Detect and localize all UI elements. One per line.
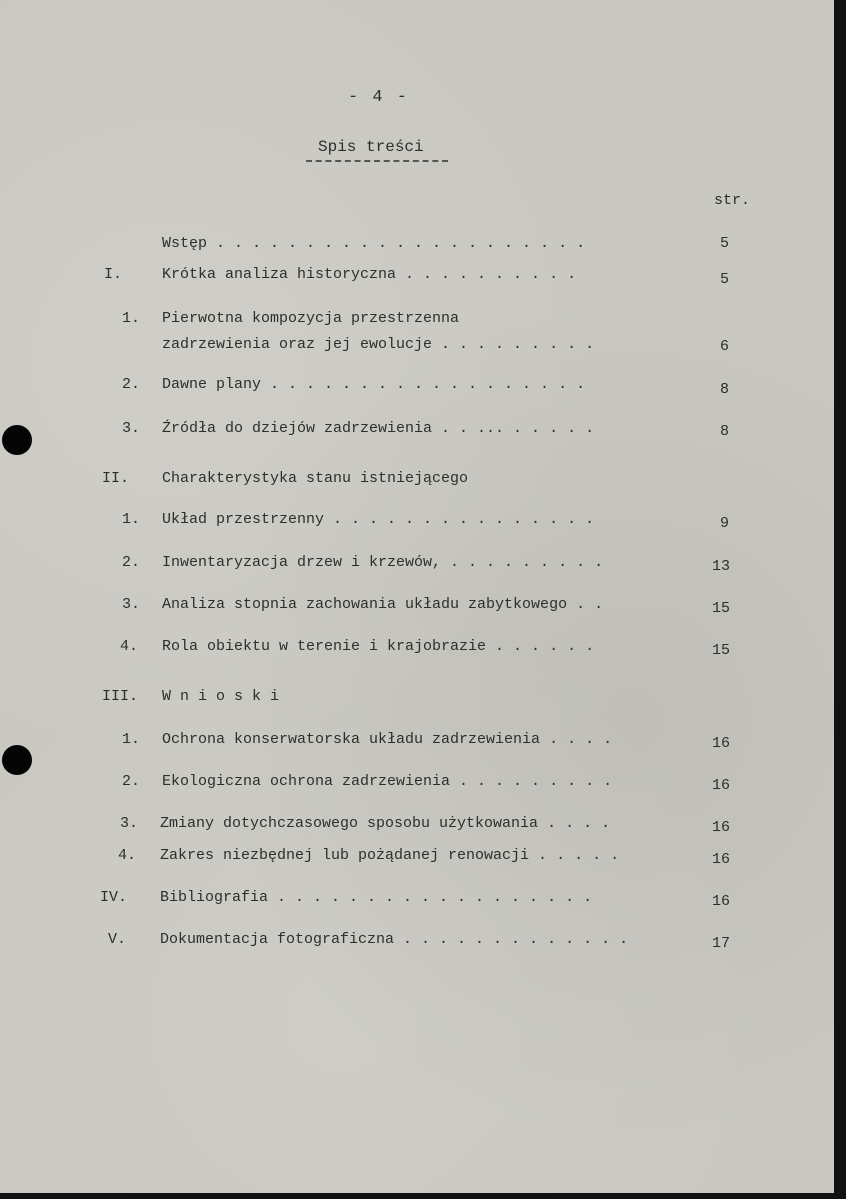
toc-number: 4.: [118, 847, 137, 864]
title-underline: [306, 160, 448, 162]
toc-number: 3.: [122, 596, 141, 613]
toc-page: 15: [712, 600, 731, 617]
toc-entry: Inwentaryzacja drzew i krzewów, . . . . . . . . .: [162, 554, 604, 571]
scan-edge: [0, 1193, 846, 1199]
toc-entry: Wstęp . . . . . . . . . . . . . . . . . . . . .: [162, 235, 586, 252]
toc-number: 1.: [122, 511, 141, 528]
toc-number: II.: [102, 470, 130, 487]
toc-entry: Źródła do dziejów zadrzewienia . . ... . . . . .: [162, 420, 595, 437]
page-title: Spis treści: [318, 138, 424, 156]
toc-page: 16: [712, 893, 731, 910]
toc-number: 3.: [120, 815, 139, 832]
toc-entry: W n i o s k i: [162, 688, 280, 705]
toc-number: 1.: [122, 731, 141, 748]
toc-number: 3.: [122, 420, 141, 437]
toc-page: 5: [720, 235, 730, 252]
toc-number: 2.: [122, 773, 141, 790]
toc-entry: Zakres niezbędnej lub pożądanej renowacji . . . . .: [160, 847, 620, 864]
toc-page: 16: [712, 851, 731, 868]
toc-entry: Bibliografia . . . . . . . . . . . . . . . . . .: [160, 889, 593, 906]
toc-entry: Rola obiektu w terenie i krajobrazie . . . . . .: [162, 638, 595, 655]
toc-page: 16: [712, 777, 731, 794]
toc-entry: Ochrona konserwatorska układu zadrzewienia . . . .: [162, 731, 613, 748]
toc-number: V.: [108, 931, 127, 948]
toc-entry: Dokumentacja fotograficzna . . . . . . . . . . . . .: [160, 931, 629, 948]
toc-entry: Pierwotna kompozycja przestrzenna: [162, 310, 460, 327]
page-column-header: str.: [714, 192, 751, 209]
toc-entry: Układ przestrzenny . . . . . . . . . . . . . . .: [162, 511, 595, 528]
toc-number: 4.: [120, 638, 139, 655]
toc-entry: Analiza stopnia zachowania układu zabytkowego . .: [162, 596, 604, 613]
punch-hole: [2, 745, 32, 775]
toc-page: 9: [720, 515, 730, 532]
toc-page: 8: [720, 381, 730, 398]
toc-entry: Krótka analiza historyczna . . . . . . . . . .: [162, 266, 577, 283]
toc-entry: Charakterystyka stanu istniejącego: [162, 470, 469, 487]
toc-page: 6: [720, 338, 730, 355]
toc-number: 2.: [122, 376, 141, 393]
scan-edge: [834, 0, 846, 1199]
toc-page: 13: [712, 558, 731, 575]
toc-page: 15: [712, 642, 731, 659]
toc-number: IV.: [100, 889, 128, 906]
page-number: - 4 -: [348, 88, 410, 107]
toc-number: 1.: [122, 310, 141, 327]
toc-entry: Zmiany dotychczasowego sposobu użytkowania . . . .: [160, 815, 611, 832]
punch-hole: [2, 425, 32, 455]
toc-page: 17: [712, 935, 731, 952]
toc-number: I.: [104, 266, 123, 283]
toc-entry: Dawne plany . . . . . . . . . . . . . . . . . .: [162, 376, 586, 393]
toc-number: 2.: [122, 554, 141, 571]
toc-number: III.: [102, 688, 139, 705]
toc-entry: Ekologiczna ochrona zadrzewienia . . . . . . . . .: [162, 773, 613, 790]
toc-page: 16: [712, 735, 731, 752]
toc-page: 16: [712, 819, 731, 836]
toc-page: 5: [720, 271, 730, 288]
toc-entry: zadrzewienia oraz jej ewolucje . . . . . . . . .: [162, 336, 595, 353]
toc-page: 8: [720, 423, 730, 440]
